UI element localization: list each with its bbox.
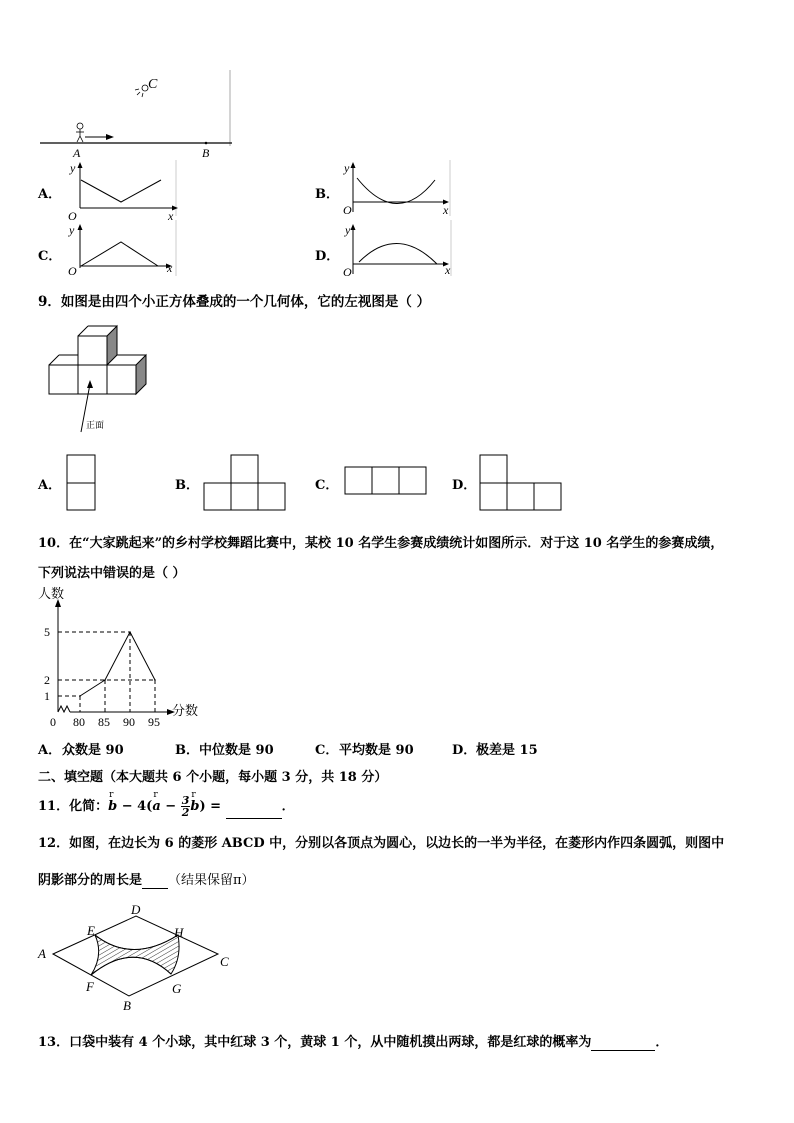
q11-b: b xyxy=(108,799,118,814)
chart-origin-label: 0 xyxy=(50,715,56,729)
chart-x-tick-label: 90 xyxy=(123,715,135,729)
q8-option-b-graph[interactable] xyxy=(337,160,457,222)
chart-point xyxy=(79,695,81,697)
q11-frac-num: 3 xyxy=(181,794,190,807)
y-axis-label: y xyxy=(345,223,351,237)
chart-y-tick-label: 1 xyxy=(44,689,50,703)
axis-break-mark xyxy=(58,706,70,712)
q9-option-b-shape[interactable] xyxy=(203,454,289,512)
q13-answer-blank[interactable] xyxy=(591,1035,655,1051)
q11-answer-blank[interactable] xyxy=(226,796,282,819)
q13-end: ． xyxy=(655,1035,669,1050)
person-icon xyxy=(76,123,84,142)
origin-label: O xyxy=(343,203,352,217)
q8-option-a-label[interactable]: A． xyxy=(38,187,62,202)
q11-vector-a xyxy=(152,790,161,818)
q10-option-d-label[interactable]: D． xyxy=(452,743,477,758)
graph-curve xyxy=(357,178,435,204)
y-axis-arrow-icon xyxy=(78,224,83,230)
label-g: G xyxy=(172,981,182,996)
chart-series-segment xyxy=(80,680,105,696)
q13-question xyxy=(38,1031,668,1051)
q8-option-c-graph[interactable] xyxy=(64,220,184,282)
chart-point xyxy=(129,631,131,633)
y-axis-arrow-icon xyxy=(78,162,83,168)
q10-option-c-label[interactable]: C． xyxy=(315,743,339,758)
q10-option-a-label[interactable]: A． xyxy=(38,743,62,758)
q12-line2-suffix: （结果保留π） xyxy=(168,873,255,888)
point-c-label: C xyxy=(148,77,158,92)
q11-vector-b xyxy=(108,790,118,818)
q8-scene-figure xyxy=(40,70,240,160)
q8-option-a-graph[interactable] xyxy=(64,160,184,222)
q12-answer-blank[interactable] xyxy=(142,873,168,889)
label-c: C xyxy=(220,954,229,969)
q10-question-line2: 下列说法中错误的是（ ） xyxy=(38,566,186,581)
x-axis-label: x xyxy=(445,263,451,277)
q8-option-d-label[interactable]: D． xyxy=(315,249,340,264)
q10-question-line1: 10．在“大家跳起来”的乡村学校舞蹈比赛中，某校 10 名学生参赛成绩统计如图所示．对于这 10 名学生的参赛成绩， xyxy=(38,536,724,551)
point-b-dot xyxy=(205,142,208,145)
origin-label: O xyxy=(343,265,352,279)
q11-minus-four: − 4( xyxy=(117,799,153,814)
graph-curve xyxy=(359,243,437,264)
q12-rhombus-figure xyxy=(34,900,240,1018)
q10-chart xyxy=(30,582,220,732)
q11-b2: b xyxy=(190,799,200,814)
q11-vec-mark-a: r xyxy=(153,790,158,800)
chart-point xyxy=(104,679,106,681)
label-b: B xyxy=(123,998,131,1013)
q8-option-b-label[interactable]: B． xyxy=(315,187,339,202)
q11-end: ． xyxy=(281,799,295,814)
x-axis-label: x xyxy=(443,203,449,217)
q11-minus: − xyxy=(160,799,181,814)
q11-frac-den: 2 xyxy=(181,806,190,819)
q11-a: a xyxy=(152,799,161,814)
q9-option-a-label[interactable]: A． xyxy=(38,478,62,493)
label-h: H xyxy=(174,925,184,940)
y-axis-arrow-icon xyxy=(351,224,356,230)
q10-option-a-text[interactable]: 众数是 90 xyxy=(62,743,124,758)
origin-label: O xyxy=(68,264,77,278)
point-a-label: A xyxy=(73,146,81,160)
arrow-right-icon xyxy=(85,134,114,140)
label-e: E xyxy=(87,923,95,938)
chart-x-tick-label: 95 xyxy=(148,715,160,729)
y-axis-label: y xyxy=(70,161,76,175)
chart-xlabel: 分数 xyxy=(172,703,199,718)
q10-option-d-text[interactable]: 极差是 15 xyxy=(476,743,538,758)
y-axis-arrow-icon xyxy=(351,162,356,168)
q9-option-c-shape[interactable] xyxy=(344,466,430,498)
q8-option-d-graph[interactable] xyxy=(337,220,457,282)
x-axis-label: x xyxy=(167,261,173,275)
q12-line2-text: 阴影部分的周长是 xyxy=(38,873,143,888)
q9-option-d-shape[interactable] xyxy=(479,454,565,512)
q12-line1: 12．如图，在边长为 6 的菱形 ABCD 中，分别以各顶点为圆心，以边长的一半为半径，在菱形内作四条圆弧，则图中 xyxy=(38,836,725,851)
x-axis-label: x xyxy=(168,209,174,222)
label-f: F xyxy=(86,979,94,994)
q8-option-c-label[interactable]: C． xyxy=(38,249,62,264)
chart-y-tick-label: 2 xyxy=(44,673,50,687)
front-arrow-icon xyxy=(87,380,93,388)
q9-option-c-label[interactable]: C． xyxy=(315,478,339,493)
q11-vec-mark-b: r xyxy=(109,790,114,800)
label-d: D xyxy=(131,902,141,917)
y-axis-label: y xyxy=(69,223,75,237)
section2-heading: 二、填空题（本大题共 6 个小题，每小题 3 分，共 18 分） xyxy=(38,770,388,785)
label-a: A xyxy=(38,946,46,961)
chart-series-segment xyxy=(105,632,130,680)
q11-prefix: 11．化简： xyxy=(38,799,109,814)
lamp-icon xyxy=(135,85,148,97)
q11-close-eq: ) = xyxy=(199,799,226,814)
q9-option-a-shape[interactable] xyxy=(66,454,98,512)
chart-x-tick-label: 80 xyxy=(73,715,85,729)
q9-option-b-label[interactable]: B． xyxy=(175,478,199,493)
q9-option-d-label[interactable]: D． xyxy=(452,478,477,493)
q10-option-b-label[interactable]: B． xyxy=(175,743,199,758)
chart-y-tick-label: 5 xyxy=(44,625,50,639)
chart-x-tick-label: 85 xyxy=(98,715,110,729)
q11-expression xyxy=(38,790,295,819)
point-b-label: B xyxy=(202,146,210,160)
chart-ylabel: 人数 xyxy=(38,586,65,601)
graph-curve xyxy=(81,180,161,202)
chart-point xyxy=(154,679,156,681)
front-label: 正面 xyxy=(86,421,105,431)
graph-curve xyxy=(81,242,158,266)
y-axis-label: y xyxy=(344,161,350,175)
q13-text: 13．口袋中装有 4 个小球，其中红球 3 个，黄球 1 个，从中随机摸出两球，都是红球的概率为 xyxy=(38,1035,592,1050)
q10-option-b-text[interactable]: 中位数是 90 xyxy=(199,743,274,758)
chart-series-segment xyxy=(130,632,155,680)
origin-label: O xyxy=(68,209,77,222)
q9-question: 9．如图是由四个小正方体叠成的一个几何体，它的左视图是（ ） xyxy=(38,294,431,310)
q11-vector-b2 xyxy=(190,790,200,818)
q11-vec-mark-b2: r xyxy=(191,790,196,800)
q10-option-c-text[interactable]: 平均数是 90 xyxy=(339,743,414,758)
q11-fraction xyxy=(181,795,191,818)
q12-line2 xyxy=(38,869,255,889)
